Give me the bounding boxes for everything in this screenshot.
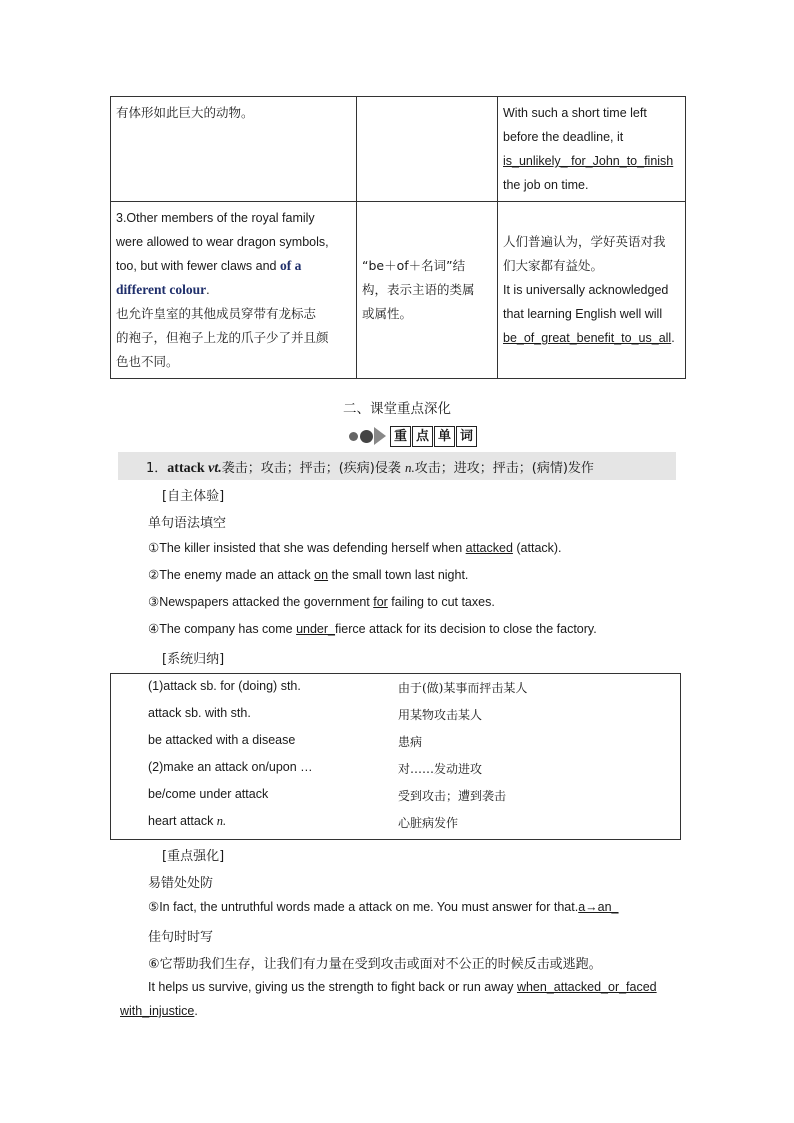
cell-line: before the deadline, it <box>503 130 624 144</box>
summary-row <box>111 760 680 787</box>
cell-line: 也允许皇室的其他成员穿带有龙标志 <box>116 306 317 321</box>
answer-text: when_attacked_or_faced <box>516 980 657 994</box>
item-text: ①The killer insisted that she was defending herself when <box>148 541 466 555</box>
cell-line <box>116 278 351 302</box>
item-text: It helps us survive, giving us the strength to fight back or run away <box>148 980 517 994</box>
cell-text: . <box>206 283 210 297</box>
phrase-meaning: 心脏病发作 <box>398 816 459 830</box>
exercise-item <box>148 567 468 582</box>
summary-row <box>111 733 680 760</box>
highlight-text: different colour <box>116 282 207 297</box>
table-cell <box>357 97 498 202</box>
definition: 袭击；攻击；抨击；(疾病)侵袭 <box>221 461 405 476</box>
summary-row <box>111 706 680 733</box>
headword: attack <box>167 461 209 476</box>
cell-line: With such a short time left <box>503 106 647 120</box>
answer-text: attacked <box>465 541 513 555</box>
entry-number: 1． <box>146 461 168 476</box>
exercise-item <box>148 899 619 914</box>
summary-row <box>111 814 680 841</box>
section-title: 二、课堂重点深化 <box>343 401 451 417</box>
summary-box <box>110 673 681 840</box>
item-text: ②The enemy made an attack <box>148 568 315 582</box>
cell-line: 们大家都有益处。 <box>503 258 604 273</box>
exercise-type: 易错处处防 <box>148 876 214 891</box>
table-row <box>111 202 686 379</box>
item-text: ④The company has come <box>148 622 297 636</box>
item-text: (attack). <box>512 541 562 555</box>
cell-line: “be＋of＋名词”结 <box>362 258 466 273</box>
exercise-type: 单句语法填空 <box>148 516 227 531</box>
badge-char: 词 <box>456 426 477 447</box>
exercise-item <box>148 540 562 555</box>
cell-line: 人们普遍认为，学好英语对我 <box>503 234 666 249</box>
cell-line <box>116 254 351 278</box>
phrase-meaning: 对……发动进攻 <box>398 762 483 776</box>
summary-row <box>111 787 680 814</box>
phrase <box>148 814 226 829</box>
phrase-meaning: 用某物攻击某人 <box>398 708 483 722</box>
phrase-text: heart attack <box>148 814 217 828</box>
word-entry <box>146 457 594 477</box>
subsection-heading: [系统归纳] <box>162 652 225 667</box>
section-badge <box>349 424 478 448</box>
subsection-heading: [自主体验] <box>162 489 225 504</box>
item-text: ③Newspapers attacked the government <box>148 595 374 609</box>
phrase: (1)attack sb. for (doing) sth. <box>148 679 301 693</box>
item-text: failing to cut taxes. <box>387 595 495 609</box>
table-cell <box>357 202 498 379</box>
answer-text: is_unlikely_ for_John_to_finish <box>503 154 674 168</box>
answer-text: under_ <box>296 622 336 636</box>
item-text: ⑤In fact, the untruthful words made a attack on me. You must answer for that. <box>148 900 579 914</box>
table-cell <box>498 202 686 379</box>
part-of-speech: vt. <box>208 461 222 476</box>
exercise-item-continued <box>120 1004 198 1018</box>
answer-text: a→an_ <box>578 900 619 914</box>
phrase-meaning: 患病 <box>398 735 423 749</box>
part-of-speech: n. <box>216 814 227 828</box>
answer-text: for <box>373 595 388 609</box>
phrase: be/come under attack <box>148 787 269 801</box>
cell-text: 有体形如此巨大的动物。 <box>116 105 254 120</box>
exercise-item <box>148 621 597 636</box>
arrow-right-icon <box>374 427 386 445</box>
table-cell <box>498 97 686 202</box>
exercise-item <box>148 594 495 609</box>
item-text: . <box>194 1004 198 1018</box>
cell-line: 色也不同。 <box>116 354 179 369</box>
exercise-item <box>148 980 657 994</box>
answer-text: with_injustice <box>120 1004 195 1018</box>
example-table <box>110 96 686 379</box>
table-cell <box>111 202 357 379</box>
definition: 攻击；进攻；抨击；(病情)发作 <box>414 461 594 476</box>
answer-text: on <box>314 568 329 582</box>
cell-line: the job on time. <box>503 178 589 192</box>
word-entry-bar <box>118 452 676 480</box>
cell-line: It is universally acknowledged <box>503 283 669 297</box>
phrase: attack sb. with sth. <box>148 706 251 720</box>
exercise-item: ⑥它帮助我们生存，让我们有力量在受到攻击或面对不公正的时候反击或逃跑。 <box>148 957 602 972</box>
item-text: the small town last night. <box>328 568 469 582</box>
cell-text: too, but with fewer claws and <box>116 259 280 273</box>
cell-text: . <box>671 331 675 345</box>
cell-line: 构，表示主语的类属 <box>362 282 475 297</box>
cell-line: 或属性。 <box>362 306 413 321</box>
badge-char: 点 <box>412 426 433 447</box>
subsection-heading: [重点强化] <box>162 849 225 864</box>
cell-line <box>503 326 680 350</box>
exercise-type: 佳句时时写 <box>148 930 214 945</box>
dot-icon <box>349 432 358 441</box>
phrase-meaning: 由于(做)某事而抨击某人 <box>398 681 528 695</box>
dot-icon <box>360 430 373 443</box>
table-row <box>111 97 686 202</box>
part-of-speech: n. <box>405 460 415 475</box>
table-cell <box>111 97 357 202</box>
summary-row <box>111 679 680 706</box>
highlight-text: of a <box>279 258 302 273</box>
phrase-meaning: 受到攻击；遭到袭击 <box>398 789 507 803</box>
cell-line: that learning English well will <box>503 307 663 321</box>
cell-line: 的袍子，但袍子上龙的爪子少了并且颜 <box>116 330 329 345</box>
phrase: be attacked with a disease <box>148 733 296 747</box>
answer-text: be_of_great_benefit_to_us_all <box>503 331 672 345</box>
item-text: fierce attack for its decision to close the factory. <box>335 622 597 636</box>
phrase: (2)make an attack on/upon … <box>148 760 313 774</box>
cell-line: were allowed to wear dragon symbols, <box>116 235 329 249</box>
cell-line: 3.Other members of the royal family <box>116 211 315 225</box>
badge-char: 重 <box>390 426 411 447</box>
badge-char: 单 <box>434 426 455 447</box>
